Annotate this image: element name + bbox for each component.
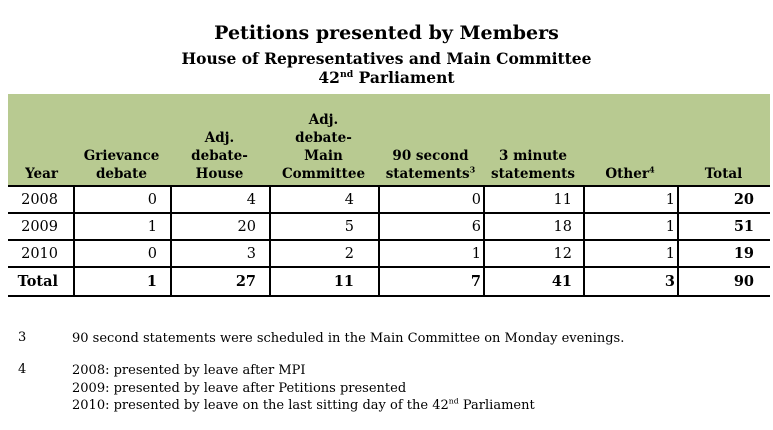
header-line [386,165,476,183]
adj-debate-main-committee-cell: 4 [269,187,378,212]
footnote-3-text: 90 second statements were scheduled in the Main Committee on Monday evenings. [72,331,625,346]
column-header-adj-debate-main-committee [269,94,378,185]
table-header-row [8,94,770,187]
header-line: 3 minute [499,148,567,164]
adj-debate-main-committee-cell: 2 [269,241,378,266]
footnote-4-line-2: 2009: presented by leave after Petitions presented [72,380,407,396]
header-line: Committee [281,166,366,182]
year-cell: 2008 [21,191,58,208]
column-header-adj-debate-house [170,94,269,185]
ninety-second-statements-cell: 1 [378,241,483,266]
table-total-row [8,268,770,297]
parliament-number: 42 [318,68,340,87]
column-header-3-minute-statements [483,94,583,185]
header-line: debate [95,166,148,182]
footnote-4-line-1: 2008: presented by leave after MPI [72,363,306,378]
other-cell: 1 [583,214,677,239]
ninety-second-statements-total-cell: 7 [378,268,483,295]
table-row-2009 [8,214,770,241]
petitions-table [8,94,770,297]
grievance-debate-cell: 1 [73,214,170,239]
header-line-text: Other [605,166,649,182]
header-line: debate- [295,130,352,146]
grievance-debate-cell: 0 [73,241,170,266]
grievance-debate-cell: 0 [73,187,170,212]
footnote-3-marker: 3 [18,330,27,345]
header-line [605,165,654,183]
footnote-4-text [72,362,535,415]
adj-debate-house-cell: 3 [170,241,269,266]
adj-debate-house-cell: 4 [170,187,269,212]
column-header-grievance-debate [73,94,170,185]
grievance-debate-total-cell: 1 [73,268,170,295]
header-line: House [195,166,244,182]
adj-debate-house-total-cell: 27 [170,268,269,295]
adj-debate-house-cell: 20 [170,214,269,239]
header-line: debate- [191,148,248,164]
footnote-4-line-3-tail: Parliament [458,398,535,413]
header-line: Adj. [204,130,235,146]
total-cell: 19 [677,241,770,266]
footnote-ref-3: 3 [469,164,476,175]
adj-debate-main-committee-cell: 5 [269,214,378,239]
footnote-4-ordinal-sup: nd [448,396,459,406]
footnote-4-line-3 [72,397,535,415]
other-cell: 1 [583,241,677,266]
parliament-word: Parliament [353,68,455,87]
column-header-90-second-statements [378,94,483,185]
header-line: Total [704,166,743,182]
grand-total-cell: 90 [677,268,770,295]
ninety-second-statements-cell: 6 [378,214,483,239]
three-minute-statements-cell: 18 [483,214,583,239]
column-header-other [583,94,677,185]
header-line: Main [304,148,343,164]
table-row-2008 [8,187,770,214]
header-line: Adj. [308,112,339,128]
three-minute-statements-cell: 11 [483,187,583,212]
three-minute-statements-total-cell: 41 [483,268,583,295]
page-subtitle: House of Representatives and Main Committee [181,49,592,68]
other-cell: 1 [583,187,677,212]
header-line: Grievance [83,148,160,164]
parliament-line [0,68,773,87]
adj-debate-main-committee-total-cell: 11 [269,268,378,295]
column-header-year [8,94,73,185]
total-cell: 20 [677,187,770,212]
year-cell: 2010 [21,245,58,262]
footnote-ref-4: 4 [648,164,655,175]
year-cell: 2009 [21,218,58,235]
ninety-second-statements-cell: 0 [378,187,483,212]
header-line: Year [25,166,58,182]
other-total-cell: 3 [583,268,677,295]
header-line: statements [491,166,575,182]
page-title: Petitions presented by Members [214,22,559,44]
table-row-2010 [8,241,770,268]
footnote-4-line-3-text: 2010: presented by leave on the last sitting day of the 42 [72,398,449,413]
header-line: 90 second [392,148,469,164]
total-cell: 51 [677,214,770,239]
header-line-text: statements [385,166,470,182]
three-minute-statements-cell: 12 [483,241,583,266]
footnote-4-marker: 4 [18,362,27,377]
total-row-label: Total [17,273,58,290]
parliament-ordinal-sup: nd [339,68,354,80]
column-header-total [677,94,770,185]
